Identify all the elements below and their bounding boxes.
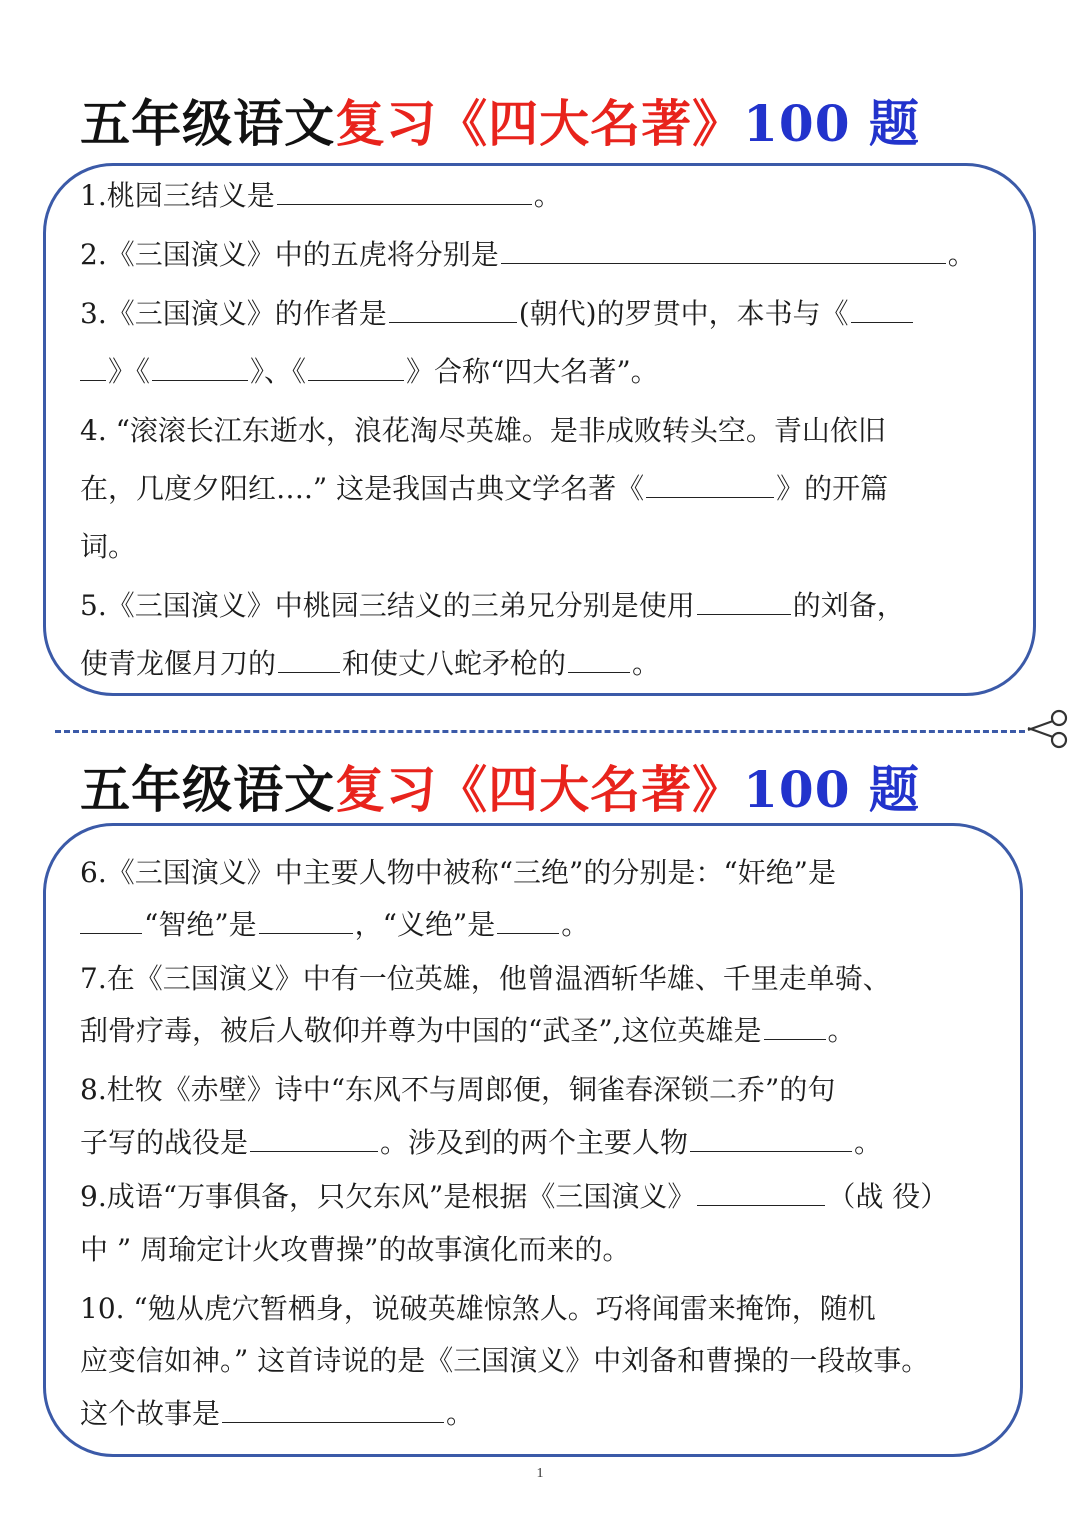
answer-blank[interactable] xyxy=(278,646,340,673)
question-7-end: 。 xyxy=(827,1014,856,1047)
answer-blank[interactable] xyxy=(277,178,532,205)
question-8-line-1 xyxy=(80,1072,835,1108)
answer-blank[interactable] xyxy=(308,354,404,381)
title-part-black: 五年级语文 xyxy=(80,760,336,819)
question-3-end: 》合称“四大名著”。 xyxy=(406,355,659,388)
question-6-text-3: ，“义绝”是 xyxy=(354,908,496,941)
cut-line-divider xyxy=(55,730,1025,733)
question-4-line-1 xyxy=(80,413,886,449)
answer-blank[interactable] xyxy=(152,354,248,381)
question-4-line-3 xyxy=(80,529,136,565)
question-4-text-3: 》的开篇 xyxy=(776,472,889,505)
answer-blank[interactable] xyxy=(80,354,106,381)
question-5-text-3: 使青龙偃月刀的 xyxy=(80,647,277,680)
page-number: 1 xyxy=(536,1466,544,1481)
title-part-black: 五年级语文 xyxy=(80,94,336,153)
question-3-text: 3.《三国演义》的作者是 xyxy=(80,297,387,330)
answer-blank[interactable] xyxy=(501,237,946,264)
question-3-line-2 xyxy=(80,354,659,390)
question-3-text-3: 》《 xyxy=(108,355,151,388)
question-7-text-2: 刮骨疗毒，被后人敬仰并尊为中国的“武圣”,这位英雄是 xyxy=(80,1014,762,1047)
answer-blank[interactable] xyxy=(250,1125,378,1152)
question-6-line-1 xyxy=(80,855,836,891)
title-part-blue: 100 题 xyxy=(743,94,920,153)
question-9-line-2 xyxy=(80,1232,630,1268)
question-9-text-2: （战 役） xyxy=(827,1180,949,1213)
page-title xyxy=(0,84,1000,156)
question-10-text-2: 应变信如神。” 这首诗说的是《三国演义》中刘备和曹操的一段故事。 xyxy=(80,1344,930,1377)
question-7-line-2 xyxy=(80,1013,856,1049)
answer-blank[interactable] xyxy=(851,296,913,323)
question-7-text: 7.在《三国演义》中有一位英雄，他曾温酒斩华雄、千里走单骑、 xyxy=(80,962,891,995)
question-4-end: 词。 xyxy=(80,530,137,563)
title-part-red: 复习《四大名著》 xyxy=(335,94,744,153)
question-3-text-4: 》、《 xyxy=(250,355,307,388)
question-10-end: 。 xyxy=(446,1397,475,1430)
answer-blank[interactable] xyxy=(80,907,142,934)
question-8-text-3: 。涉及到的两个主要人物 xyxy=(380,1126,689,1159)
question-6-line-2 xyxy=(80,907,589,943)
question-1 xyxy=(80,178,562,214)
question-1-end: 。 xyxy=(533,179,562,212)
question-2 xyxy=(80,237,976,273)
answer-blank[interactable] xyxy=(646,471,774,498)
question-5-text: 5.《三国演义》中桃园三结义的三弟兄分别是使用 xyxy=(80,589,695,622)
question-3-line-1 xyxy=(80,296,915,332)
question-10-text-3: 这个故事是 xyxy=(80,1397,221,1430)
question-2-text: 2.《三国演义》中的五虎将分别是 xyxy=(80,238,499,271)
question-4-text: 4. “滚滚长江东逝水，浪花淘尽英雄。是非成败转头空。青山依旧 xyxy=(80,414,886,447)
question-5-line-2 xyxy=(80,646,660,682)
question-10-line-3 xyxy=(80,1396,474,1432)
title-part-blue: 100 题 xyxy=(743,760,920,819)
question-6-text-2: “智绝”是 xyxy=(144,908,257,941)
question-9-line-1 xyxy=(80,1179,948,1215)
question-6-text: 6.《三国演义》中主要人物中被称“三绝”的分别是：“奸绝”是 xyxy=(80,856,836,889)
question-4-text-2: 在，几度夕阳红….” 这是我国古典文学名著《 xyxy=(80,472,645,505)
question-5-text-4: 和使丈八蛇矛枪的 xyxy=(342,647,567,680)
question-8-line-2 xyxy=(80,1125,882,1161)
question-5-line-1 xyxy=(80,588,905,624)
answer-blank[interactable] xyxy=(690,1125,852,1152)
question-9-end: 中 ” 周瑜定计火攻曹操”的故事演化而来的。 xyxy=(80,1233,631,1266)
answer-blank[interactable] xyxy=(764,1013,826,1040)
question-9-text: 9.成语“万事俱备，只欠东风”是根据《三国演义》 xyxy=(80,1180,696,1213)
question-10-text: 10. “勉从虎穴暂栖身，说破英雄惊煞人。巧将闻雷来掩饰，随机 xyxy=(80,1292,876,1325)
answer-blank[interactable] xyxy=(259,907,353,934)
question-8-text: 8.杜牧《赤壁》诗中“东风不与周郎便，铜雀春深锁二乔”的句 xyxy=(80,1073,836,1106)
page-title-repeat xyxy=(0,750,1000,822)
question-10-line-2 xyxy=(80,1343,929,1379)
title-part-red: 复习《四大名著》 xyxy=(335,760,744,819)
question-8-text-2: 子写的战役是 xyxy=(80,1126,249,1159)
question-4-line-2 xyxy=(80,471,888,507)
question-7-line-1 xyxy=(80,961,891,997)
question-1-text: 1.桃园三结义是 xyxy=(80,179,275,212)
answer-blank[interactable] xyxy=(568,646,630,673)
scissors-icon xyxy=(1024,706,1070,752)
question-3-text-2: (朝代)的罗贯中，本书与《 xyxy=(518,297,849,330)
answer-blank[interactable] xyxy=(222,1396,444,1423)
question-5-text-2: 的刘备， xyxy=(792,589,905,622)
question-5-end: 。 xyxy=(632,647,661,680)
answer-blank[interactable] xyxy=(389,296,517,323)
question-2-end: 。 xyxy=(947,238,976,271)
answer-blank[interactable] xyxy=(497,907,559,934)
question-6-end: 。 xyxy=(561,908,590,941)
question-10-line-1 xyxy=(80,1291,876,1327)
answer-blank[interactable] xyxy=(697,588,791,615)
question-8-end: 。 xyxy=(854,1126,883,1159)
answer-blank[interactable] xyxy=(697,1179,825,1206)
